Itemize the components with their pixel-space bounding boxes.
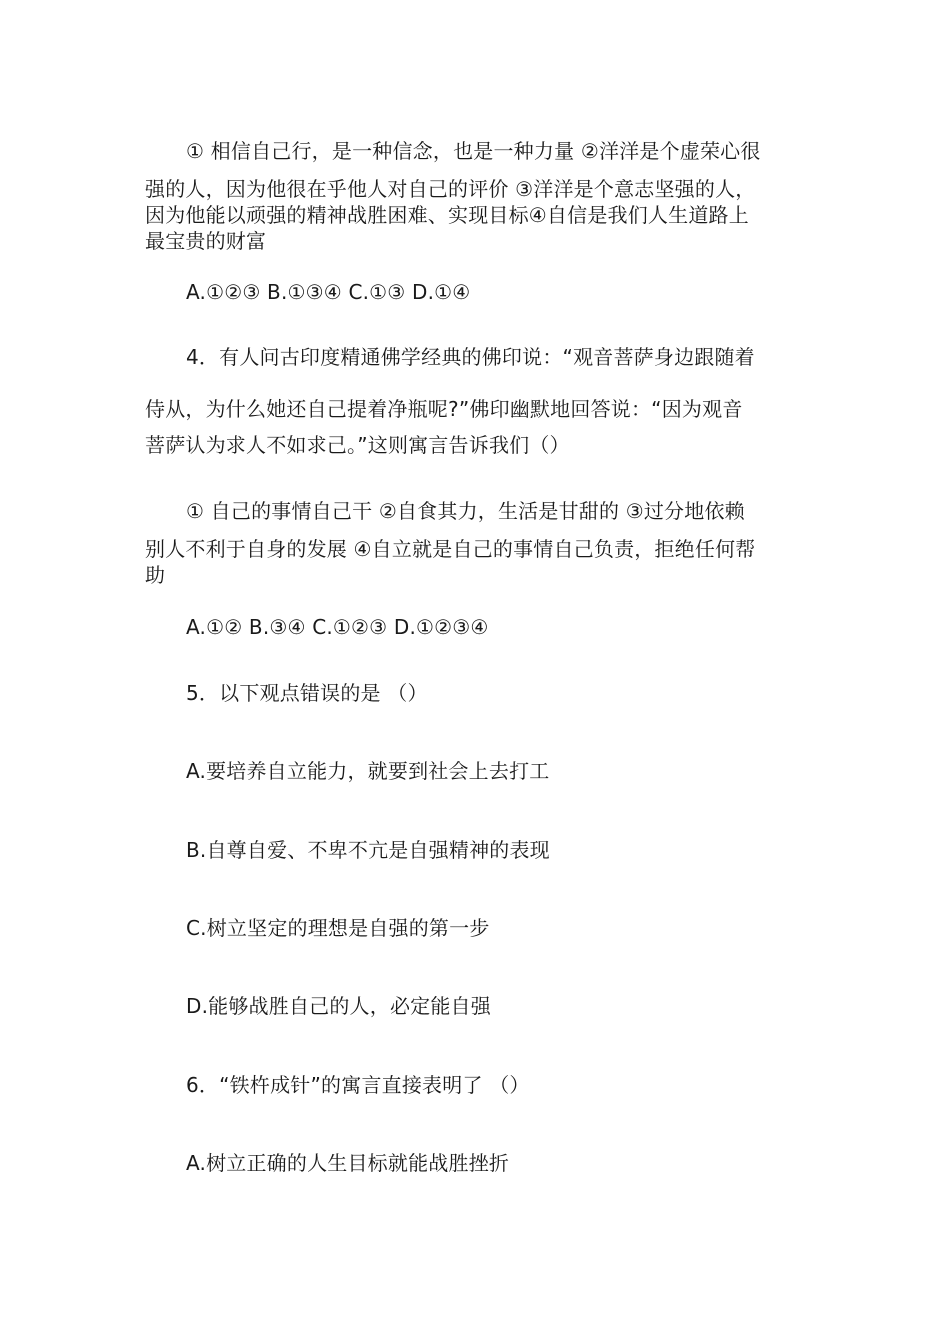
q4-stem-line: 4．有人问古印度精通佛学经典的佛印说：“观音菩萨身边跟随着	[186, 345, 755, 369]
q5-option-b: B.自尊自爱、不卑不亢是自强精神的表现	[186, 838, 550, 862]
q5-option-a: A.要培养自立能力，就要到社会上去打工	[186, 759, 550, 783]
q6-stem: 6．“铁杵成针”的寓言直接表明了 （）	[186, 1073, 530, 1097]
q5-option-c: C.树立坚定的理想是自强的第一步	[186, 916, 490, 940]
q5-option-d: D.能够战胜自己的人，必定能自强	[186, 994, 491, 1018]
q4-stem-line: 菩萨认为求人不如求己。”这则寓言告诉我们（）	[145, 433, 570, 457]
q3-statement-line: 最宝贵的财富	[145, 229, 267, 253]
q4-stem-line: 侍从，为什么她还自己提着净瓶呢?”佛印幽默地回答说：“因为观音	[145, 397, 743, 421]
q3-options: A.①②③ B.①③④ C.①③ D.①④	[186, 280, 471, 304]
q3-statement-line: ① 相信自己行，是一种信念，也是一种力量 ②洋洋是个虚荣心很	[186, 139, 761, 163]
q5-stem: 5．以下观点错误的是 （）	[186, 681, 428, 705]
q3-statement-line: 因为他能以顽强的精神战胜困难、实现目标④自信是我们人生道路上	[145, 203, 749, 227]
q4-statement-line: 助	[145, 563, 166, 587]
q4-statement-line: ① 自己的事情自己干 ②自食其力，生活是甘甜的 ③过分地依赖	[186, 499, 745, 523]
q4-options: A.①② B.③④ C.①②③ D.①②③④	[186, 615, 489, 639]
q6-option-a: A.树立正确的人生目标就能战胜挫折	[186, 1151, 510, 1175]
q3-statement-line: 强的人，因为他很在乎他人对自己的评价 ③洋洋是个意志坚强的人，	[145, 177, 756, 201]
q4-statement-line: 别人不利于自身的发展 ④自立就是自己的事情自己负责，拒绝任何帮	[145, 537, 756, 561]
